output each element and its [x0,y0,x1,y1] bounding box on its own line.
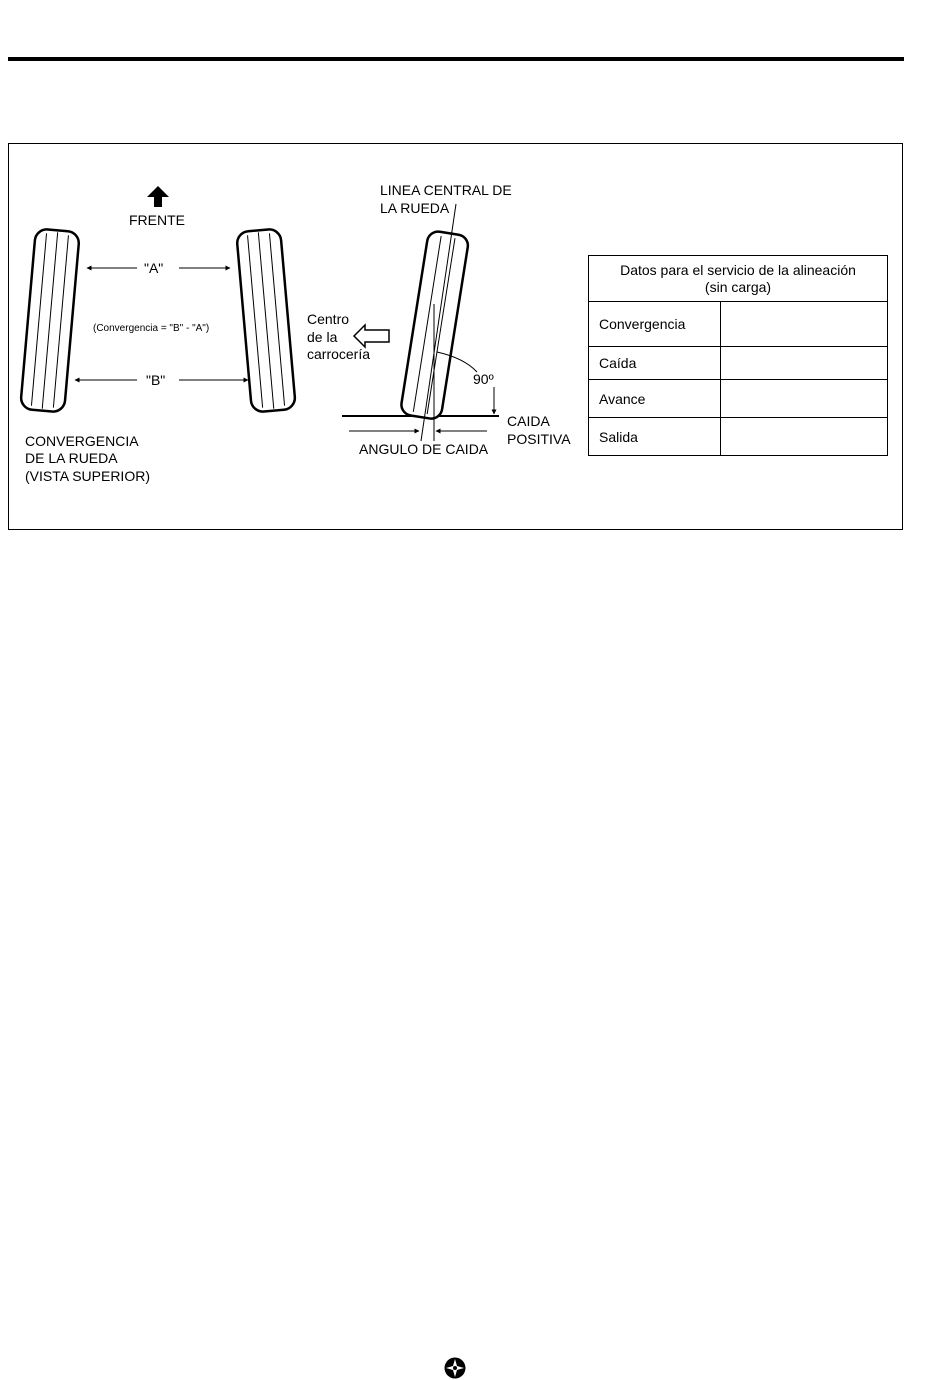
table-row [589,418,888,456]
positive-camber-line2: POSITIVA [507,431,571,447]
body-center-label-line3: carrocería [307,346,371,362]
alignment-table-header [589,256,888,302]
alignment-figure [8,143,903,530]
alignment-data-table [588,255,888,456]
row-label-salida: Salida [589,418,721,456]
row-label-caida: Caída [589,347,721,380]
toe-caption-line2: DE LA RUEDA [25,450,118,466]
top-rule [8,57,904,61]
left-tire [20,228,80,412]
table-row [589,347,888,380]
row-value-avance [720,380,887,418]
toe-caption-line1: CONVERGENCIA [25,433,139,449]
row-label-convergencia: Convergencia [589,302,721,347]
compass-star-icon [443,1356,467,1380]
row-value-convergencia [720,302,887,347]
alignment-table-header-line1: Datos para el servicio de la alineación [620,261,856,278]
table-row [589,380,888,418]
centerline-label-line1: LINEA CENTRAL DE [380,182,512,198]
centerline-label-line2: LA RUEDA [380,200,450,216]
dim-b-label: "B" [146,372,166,388]
body-center-label-line1: Centro [307,311,350,327]
table-row [589,302,888,347]
toe-caption-line3: (VISTA SUPERIOR) [25,468,150,484]
body-center-arrow-icon [354,325,389,347]
front-arrow-icon [147,186,169,207]
right-tire [236,228,296,412]
body-center-label-line2: de la [307,329,338,345]
alignment-table-header-line2: (sin carga) [704,278,772,295]
angle-90-label: 90º [473,371,494,387]
camber-tire [400,230,470,420]
row-label-avance: Avance [589,380,721,418]
row-value-salida [720,418,887,456]
toe-formula: (Convergencia = "B" - "A") [93,323,210,334]
positive-camber-line1: CAIDA [507,413,550,429]
dim-a-label: "A" [144,260,164,276]
camber-angle-label: ANGULO DE CAIDA [359,441,489,457]
row-value-caida [720,347,887,380]
front-label: FRENTE [129,212,185,228]
